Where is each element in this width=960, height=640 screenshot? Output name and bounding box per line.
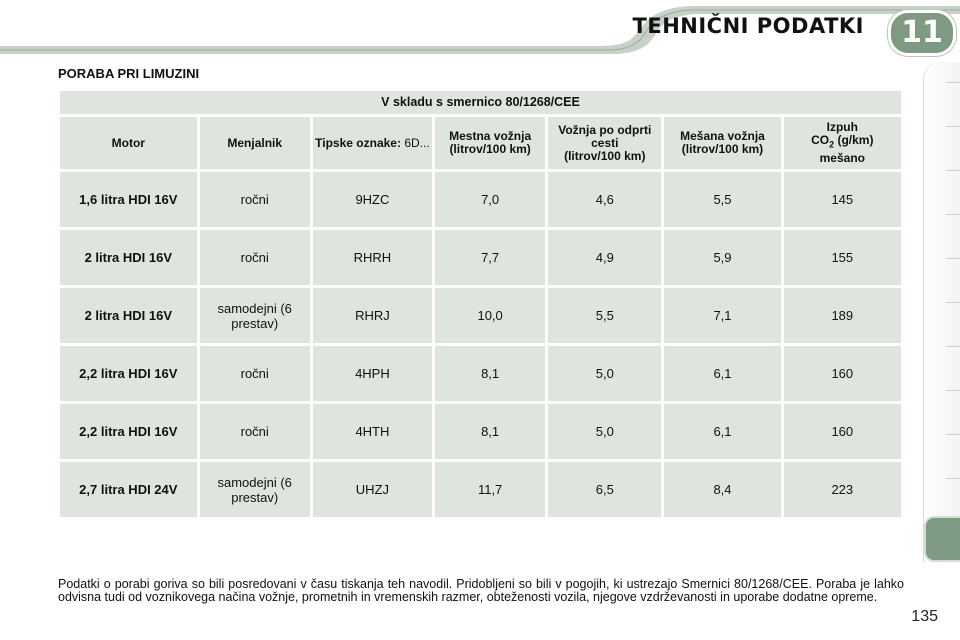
cell-oznaka: 9HZC — [313, 172, 432, 227]
izpuh-co-label: CO — [811, 133, 830, 148]
side-tab-tick — [946, 82, 960, 83]
tipske-oznake-label: Tipske oznake: — [315, 135, 401, 150]
table-row — [60, 346, 901, 401]
cell-oznaka: RHRH — [313, 230, 432, 285]
cell-mesana: 8,4 — [664, 462, 780, 517]
active-chapter-tab[interactable] — [924, 516, 960, 562]
cell-mesana: 6,1 — [664, 404, 780, 459]
cell-oznaka: 4HPH — [313, 346, 432, 401]
column-header-mestna: Mestna vožnja (litrov/100 km) — [435, 117, 545, 169]
page-number: 135 — [911, 608, 938, 625]
cell-menjalnik: ročni — [200, 230, 310, 285]
izpuh-unit: (g/km) — [834, 133, 874, 148]
side-tab-tick — [946, 434, 960, 435]
cell-mesana: 5,5 — [664, 172, 780, 227]
side-tab-tick — [946, 346, 960, 347]
cell-menjalnik: ročni — [200, 346, 310, 401]
cell-menjalnik: samodejni (6 prestav) — [200, 288, 310, 343]
side-tab-tick — [946, 214, 960, 215]
side-tab-tick — [946, 390, 960, 391]
tipske-oznake-value: 6D... — [404, 135, 430, 150]
table-row — [60, 462, 901, 517]
side-tab-tick — [946, 126, 960, 127]
cell-mestna: 7,0 — [435, 172, 545, 227]
column-header-menjalnik: Menjalnik — [200, 117, 310, 169]
cell-mesana: 7,1 — [664, 288, 780, 343]
footnote-paragraph: Podatki o porabi goriva so bili posredovani v času tiskanja teh navodil. Pridobljeni so bili v pogojih, ki ustrezajo Smernici 80/1268/CEE. Poraba je lahko odvisna tudi od voznikovega načina vožnje, prometnih in vremenskih razmer, obteženosti vozila, njegove vzdrževanosti in uporabe dodatne opreme. — [58, 577, 904, 604]
cell-menjalnik: ročni — [200, 404, 310, 459]
side-tab-tick — [946, 170, 960, 171]
cell-odprta: 5,5 — [548, 288, 661, 343]
cell-mesana: 6,1 — [664, 346, 780, 401]
cell-odprta: 5,0 — [548, 346, 661, 401]
table-row — [60, 172, 901, 227]
cell-menjalnik: samodejni (6 prestav) — [200, 462, 310, 517]
side-tab-tick — [946, 258, 960, 259]
cell-mestna: 10,0 — [435, 288, 545, 343]
table-row — [60, 230, 901, 285]
side-tab-tick — [946, 478, 960, 479]
izpuh-label: Izpuh — [826, 120, 858, 135]
cell-mestna: 8,1 — [435, 404, 545, 459]
cell-mestna: 7,7 — [435, 230, 545, 285]
cell-odprta: 4,9 — [548, 230, 661, 285]
cell-menjalnik: ročni — [200, 172, 310, 227]
cell-izpuh: 189 — [784, 288, 901, 343]
cell-izpuh: 160 — [784, 404, 901, 459]
odprta-cesta-unit: (litrov/100 km) — [564, 148, 646, 163]
side-tab-tick — [946, 302, 960, 303]
column-header-tipske-oznake — [313, 117, 432, 169]
side-tab-rail — [923, 62, 960, 562]
cell-odprta: 5,0 — [548, 404, 661, 459]
column-header-mesana: Mešana vožnja (litrov/100 km) — [664, 117, 780, 169]
cell-motor: 2,7 litra HDI 24V — [60, 462, 197, 517]
cell-motor: 1,6 litra HDI 16V — [60, 172, 197, 227]
table-row — [60, 288, 901, 343]
chapter-title: TEHNIČNI PODATKI — [632, 14, 864, 38]
cell-motor: 2 litra HDI 16V — [60, 230, 197, 285]
cell-odprta: 4,6 — [548, 172, 661, 227]
odprta-cesta-label: Vožnja po odprti cesti — [558, 122, 652, 150]
cell-oznaka: 4HTH — [313, 404, 432, 459]
header-band — [0, 0, 960, 56]
cell-izpuh: 223 — [784, 462, 901, 517]
cell-mesana: 5,9 — [664, 230, 780, 285]
column-header-izpuh — [784, 117, 901, 169]
cell-odprta: 6,5 — [548, 462, 661, 517]
cell-izpuh: 145 — [784, 172, 901, 227]
cell-mestna: 8,1 — [435, 346, 545, 401]
izpuh-subscript: 2 — [829, 139, 835, 150]
chapter-number-badge: 11 — [888, 10, 956, 56]
consumption-table — [57, 88, 904, 520]
table-row — [60, 404, 901, 459]
cell-izpuh: 155 — [784, 230, 901, 285]
cell-mestna: 11,7 — [435, 462, 545, 517]
section-title: PORABA PRI LIMUZINI — [58, 66, 200, 81]
cell-izpuh: 160 — [784, 346, 901, 401]
cell-oznaka: RHRJ — [313, 288, 432, 343]
table-span-header: V skladu s smernico 80/1268/CEE — [60, 91, 901, 114]
column-header-odprta-cesta — [548, 117, 661, 169]
column-header-motor: Motor — [60, 117, 197, 169]
cell-motor: 2,2 litra HDI 16V — [60, 346, 197, 401]
cell-motor: 2,2 litra HDI 16V — [60, 404, 197, 459]
cell-oznaka: UHZJ — [313, 462, 432, 517]
izpuh-mode: mešano — [819, 150, 865, 165]
cell-motor: 2 litra HDI 16V — [60, 288, 197, 343]
